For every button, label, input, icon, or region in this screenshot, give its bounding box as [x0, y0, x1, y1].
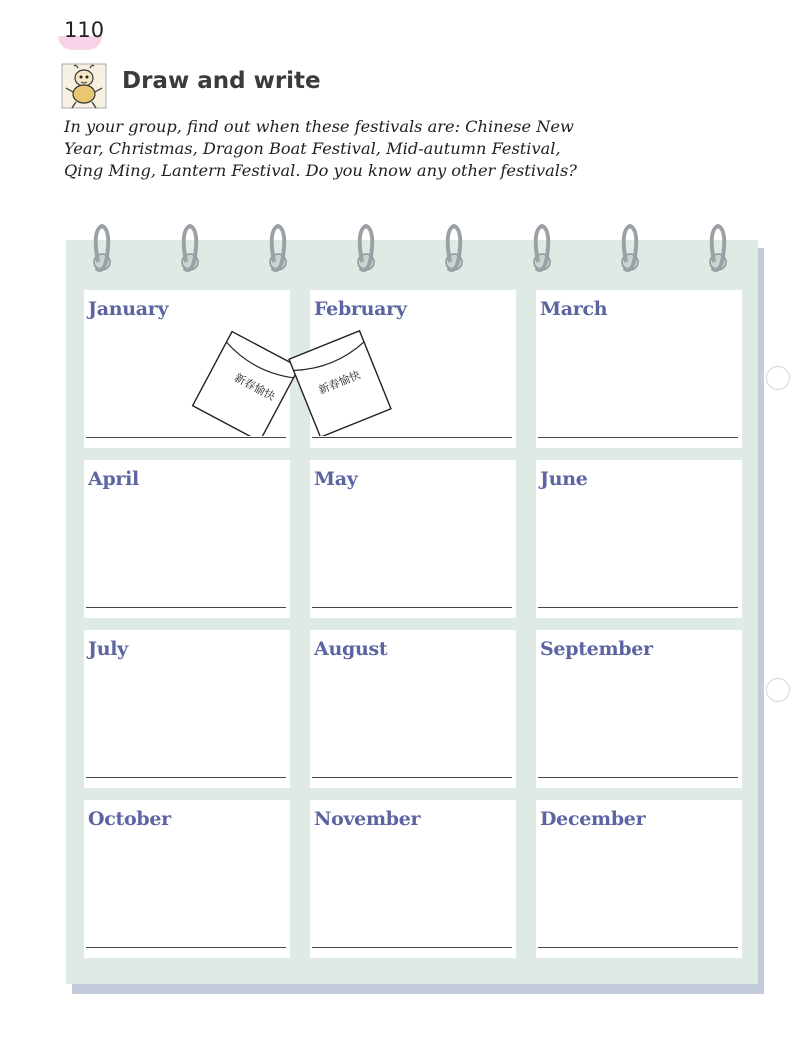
binder-hole-bottom	[766, 678, 790, 702]
writing-line[interactable]	[538, 607, 738, 608]
writing-line[interactable]	[538, 777, 738, 778]
binder-ring	[358, 226, 374, 270]
month-label: August	[314, 638, 388, 660]
month-label: September	[540, 638, 653, 660]
month-cell-march	[536, 290, 742, 448]
month-cell-july	[84, 630, 290, 788]
instructions-text: In your group, find out when these festivals are: Chinese New Year, Christmas, Dragon Boat Festival, Mid-autumn Festival, Qing Ming, Lantern Festival. Do you know any other festivals?	[64, 117, 577, 180]
binder-ring	[94, 226, 110, 270]
month-cell-august	[310, 630, 516, 788]
month-label: January	[88, 298, 169, 320]
red-envelopes-illustration	[190, 326, 400, 436]
month-label: October	[88, 808, 171, 830]
writing-line[interactable]	[86, 777, 286, 778]
month-cell-april	[84, 460, 290, 618]
binder-ring	[710, 226, 726, 270]
binder-rings	[0, 0, 800, 300]
writing-line[interactable]	[86, 437, 286, 438]
month-cell-november	[310, 800, 516, 958]
page-number: 110	[64, 18, 105, 42]
month-label: July	[88, 638, 128, 660]
month-label: April	[88, 468, 139, 490]
month-label: December	[540, 808, 646, 830]
red-envelope-right	[289, 331, 391, 436]
envelope-right-text: 新春愉快	[316, 368, 363, 397]
binder-hole-top	[766, 366, 790, 390]
month-cell-june	[536, 460, 742, 618]
month-label: February	[314, 298, 407, 320]
month-cell-may	[310, 460, 516, 618]
writing-line[interactable]	[312, 607, 512, 608]
month-label: March	[540, 298, 608, 320]
writing-line[interactable]	[312, 947, 512, 948]
month-cell-december	[536, 800, 742, 958]
envelope-left-text: 新春愉快	[232, 371, 278, 404]
binder-ring	[446, 226, 462, 270]
writing-line[interactable]	[86, 947, 286, 948]
writing-line[interactable]	[538, 947, 738, 948]
binder-ring	[182, 226, 198, 270]
writing-line[interactable]	[312, 777, 512, 778]
section-title: Draw and write	[122, 68, 321, 94]
month-label: June	[540, 468, 588, 490]
binder-ring	[622, 226, 638, 270]
red-envelope-left	[193, 332, 300, 436]
binder-ring	[534, 226, 550, 270]
binder-ring	[270, 226, 286, 270]
writing-line[interactable]	[538, 437, 738, 438]
month-cell-september	[536, 630, 742, 788]
month-label: May	[314, 468, 358, 490]
month-label: November	[314, 808, 421, 830]
writing-line[interactable]	[312, 437, 512, 438]
month-cell-october	[84, 800, 290, 958]
writing-line[interactable]	[86, 607, 286, 608]
